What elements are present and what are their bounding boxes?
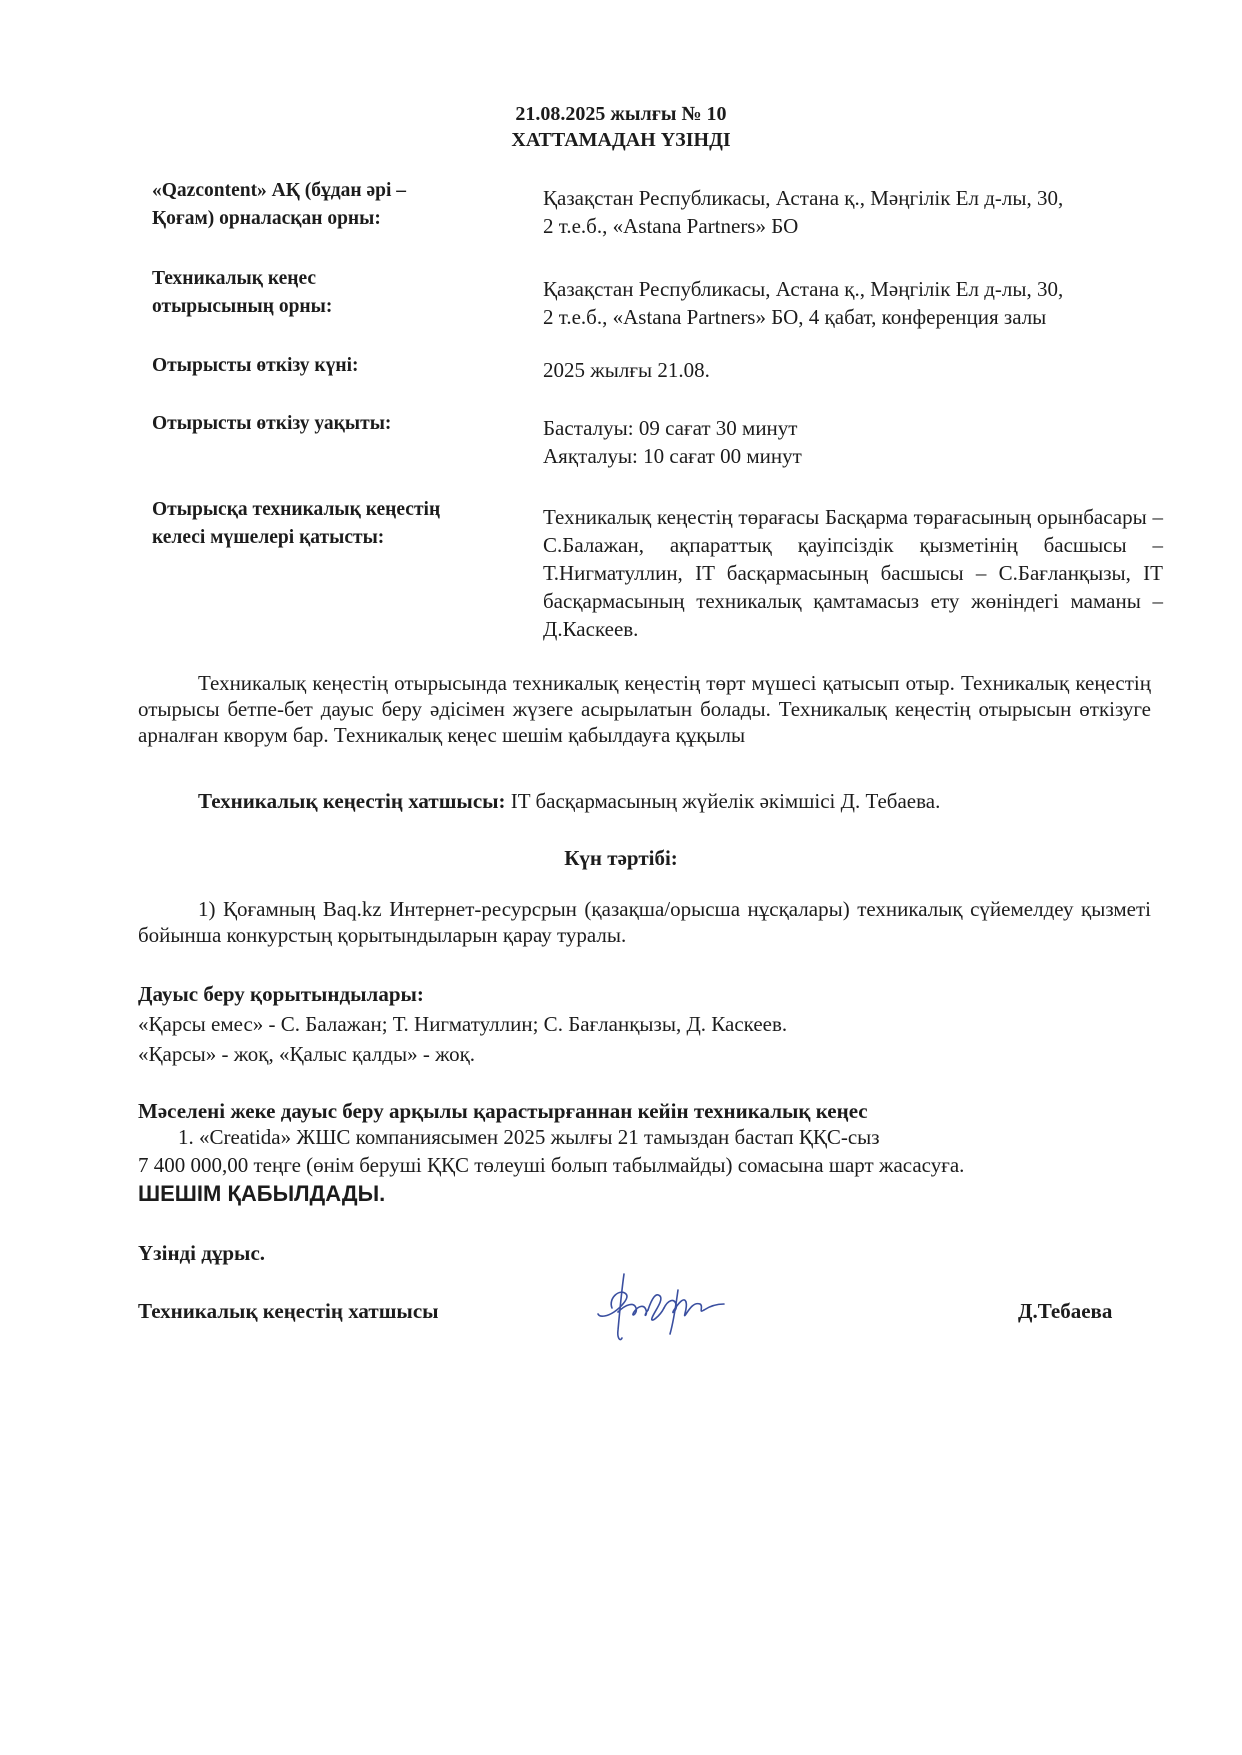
decision-item-line: 1. «Creatida» ЖШС компаниясымен 2025 жылғы 21 тамыздан бастап ҚҚС-сыз — [178, 1125, 880, 1149]
vote-results-title: Дауыс беру қорытындылары: — [138, 982, 424, 1006]
decision-item-line: 7 400 000,00 теңге (өнім беруші ҚҚС төлеуші болып табылмайды) сомасына шарт жасасуға. — [138, 1153, 965, 1177]
secretary-line — [198, 788, 940, 814]
company-location-value-line: 2 т.е.б., «Astana Partners» БО — [543, 214, 799, 238]
company-location-label-line: Қоғам) орналасқан орны: — [152, 208, 381, 229]
agenda-item — [138, 896, 1151, 948]
meeting-time-label: Отырысты өткізу уақыты: — [152, 413, 392, 434]
meeting-venue-value-line: 2 т.е.б., «Astana Partners» БО, 4 қабат, конференция залы — [543, 305, 1047, 329]
protocol-title: ХАТТАМАДАН ҮЗІНДІ — [511, 129, 731, 151]
vote-for-line: «Қарсы емес» - С. Балажан; Т. Нигматуллин; С. Бағланқызы, Д. Каскеев. — [138, 1012, 788, 1036]
protocol-date-number: 21.08.2025 жылғы № 10 — [515, 103, 727, 125]
meeting-venue-label — [152, 265, 532, 321]
secretary-label: Техникалық кеңестің хатшысы: — [198, 789, 506, 813]
quorum-text: Техникалық кеңестің отырысында техникалық кеңестің төрт мүшесі қатысып отыр. Техникалық кеңестің отырысы бетпе-бет дауыс беру әдісімен жүзеге асырылатын болады. Техникалық кеңестің отырысын өткізуге арналған кворум бар. Техникалық кеңес шешім қабылдауға құқылы — [138, 671, 1151, 747]
meeting-date-value: 2025 жылғы 21.08. — [543, 358, 710, 382]
agenda-item-text: 1) Қоғамның Baq.kz Интернет-ресурсрын (қазақша/орысша нұсқалары) техникалық сүйемелдеу қызметі бойынша конкурстың қорытындыларын қарау туралы. — [138, 897, 1151, 947]
meeting-end-time: Аяқталуы: 10 сағат 00 минут — [543, 444, 802, 468]
signatory-name: Д.Тебаева — [1018, 1299, 1113, 1323]
signature-icon — [590, 1268, 730, 1348]
company-location-label-line: «Qazcontent» АҚ (бұдан әрі – — [152, 180, 407, 201]
meeting-time-value — [543, 414, 1163, 470]
vote-against-line: «Қарсы» - жоқ, «Қалыс қалды» - жоқ. — [138, 1042, 476, 1066]
meeting-venue-label-line: Техникалық кеңес — [152, 268, 317, 289]
quorum-paragraph — [138, 670, 1151, 748]
secretary-value: IT басқармасының жүйелік әкімшісі Д. Тебаева. — [510, 789, 941, 813]
signatory-title: Техникалық кеңестің хатшысы — [138, 1299, 439, 1323]
meeting-venue-value — [543, 275, 1163, 331]
members-present-label-line: келесі мүшелері қатысты: — [152, 527, 385, 548]
certified-true-copy: Үзінді дұрыс. — [138, 1241, 266, 1265]
members-present-value: Техникалық кеңестің төрағасы Басқарма төрағасының орынбасары – С.Балажан, ақпараттық қауіпсіздік қызметінің басшысы – Т.Нигматуллин, IT басқармасының басшысы – С.Бағланқызы, IT басқармасының техникалық қамтамасыз ету жөніндегі маманы – Д.Каскеев. — [543, 505, 1163, 641]
agenda-title: Күн тәртібі: — [564, 846, 678, 870]
members-present-label-line: Отырысқа техникалық кеңестің — [152, 499, 441, 520]
company-location-value-line: Қазақстан Республикасы, Астана қ., Мәңгілік Ел д-лы, 30, — [543, 186, 1064, 210]
meeting-date-label: Отырысты өткізу күні: — [152, 355, 359, 376]
meeting-venue-value-line: Қазақстан Республикасы, Астана қ., Мәңгілік Ел д-лы, 30, — [543, 277, 1064, 301]
decision-final: ШЕШІМ ҚАБЫЛДАДЫ. — [138, 1181, 386, 1206]
meeting-venue-label-line: отырысының орны: — [152, 296, 333, 317]
company-location-value — [543, 184, 1163, 240]
meeting-start-time: Басталуы: 09 сағат 30 минут — [543, 416, 798, 440]
company-location-label — [152, 177, 532, 233]
members-present-label — [152, 496, 532, 552]
decision-intro: Мәселені жеке дауыс беру арқылы қарастырғаннан кейін техникалық кеңес — [138, 1099, 868, 1123]
